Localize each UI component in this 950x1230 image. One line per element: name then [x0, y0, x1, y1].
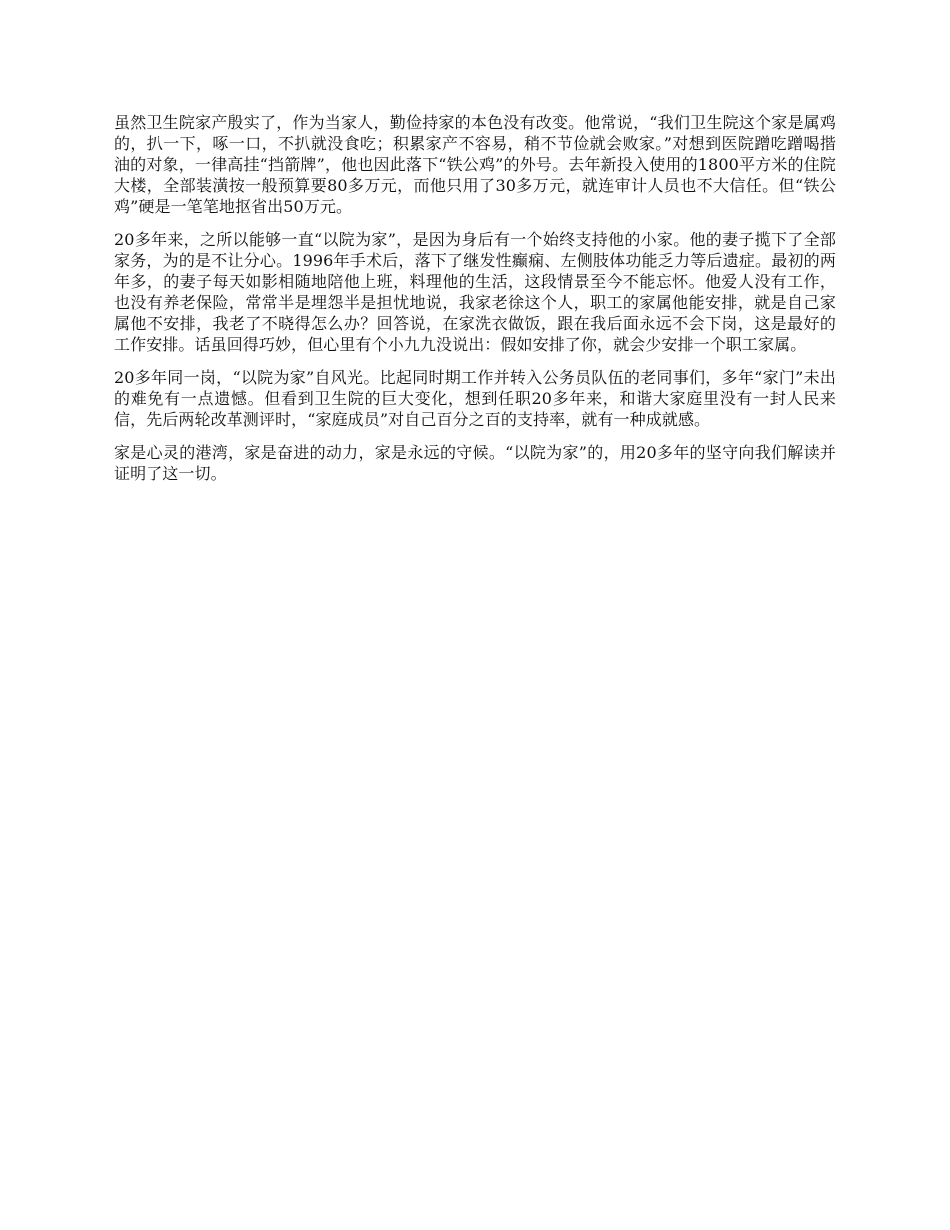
document-body: [114, 112, 836, 496]
paragraph-1: 虽然卫生院家产殷实了，作为当家人，勤俭持家的本色没有改变。他常说，“我们卫生院这个家是属鸡的，扒一下，啄一口，不扒就没食吃；积累家产不容易，稍不节俭就会败家。”对想到医院蹭吃蹭喝揩油的对象，一律高挂“挡箭牌”，他也因此落下“铁公鸡”的外号。去年新投入使用的1800平方米的住院大楼，全部装潢按一般预算要80多万元，而他只用了30多万元，就连审计人员也不大信任。但“铁公鸡”硬是一笔笔地抠省出50万元。: [114, 113, 836, 216]
paragraph-4: 家是心灵的港湾，家是奋进的动力，家是永远的守候。“以院为家”的，用20多年的坚守向我们解读并证明了这一切。: [114, 443, 836, 483]
paragraph-3: 20多年同一岗，“以院为家”自风光。比起同时期工作并转入公务员队伍的老同事们，多年“家门”未出的难免有一点遗憾。但看到卫生院的巨大变化，想到任职20多年来，和谐大家庭里没有一封人民来信，先后两轮改革测评时，“家庭成员”对自己百分之百的支持率，就有一种成就感。: [114, 368, 836, 429]
paragraph-2: 20多年来，之所以能够一直“以院为家”，是因为身后有一个始终支持他的小家。他的妻子揽下了全部家务，为的是不让分心。1996年手术后，落下了继发性癫痫、左侧肢体功能乏力等后遗症。最初的两年多，的妻子每天如影相随地陪他上班，料理他的生活，这段情景至今不能忘怀。他爱人没有工作，也没有养老保险，常常半是埋怨半是担忧地说，我家老徐这个人，职工的家属他能安排，就是自己家属他不安排，我老了不晓得怎么办？回答说，在家洗衣做饭，跟在我后面永远不会下岗，这是最好的工作安排。话虽回得巧妙，但心里有个小九九没说出：假如安排了你，就会少安排一个职工家属。: [114, 230, 836, 354]
